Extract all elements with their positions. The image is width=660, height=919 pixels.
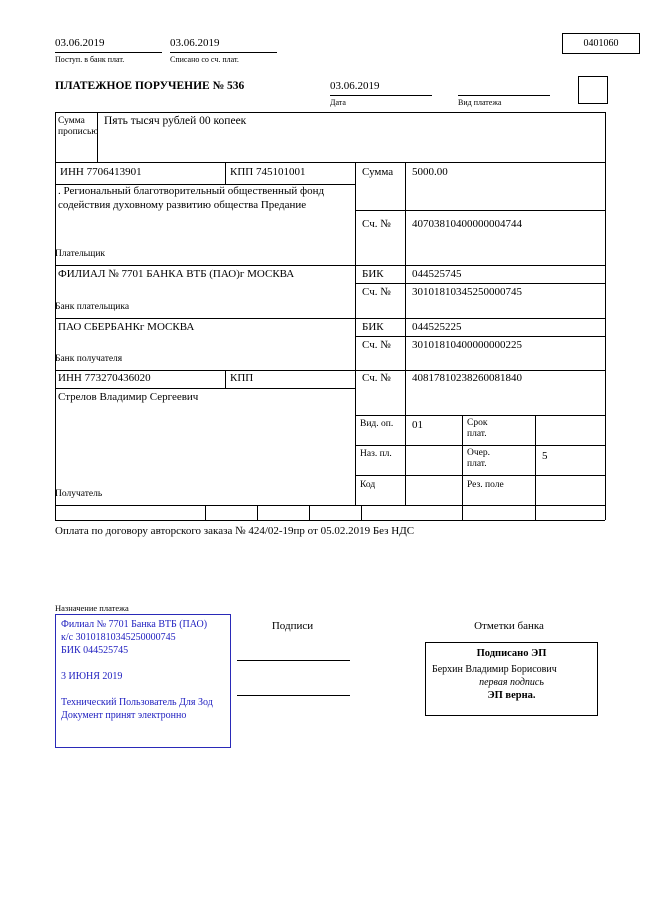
table-line [97, 112, 98, 162]
payer-bank-bik-label: БИК [362, 268, 384, 280]
purpose-code-label: Наз. пл. [360, 449, 392, 459]
payee-caption: Получатель [55, 489, 103, 499]
payee-bank-name: ПАО СБЕРБАНКг МОСКВА [58, 321, 195, 333]
payer-account-label: Сч. № [362, 218, 391, 230]
table-line [55, 112, 605, 113]
signed-title: Подписано ЭП [476, 648, 547, 659]
payer-inn: ИНН 7706413901 [60, 166, 142, 178]
payment-kind-caption: Вид платежа [458, 98, 502, 107]
bank-marks-caption: Отметки банка [474, 620, 544, 632]
purpose-caption: Назначение платежа [55, 603, 129, 613]
signatures-caption: Подписи [271, 620, 314, 632]
payer-bank-account: 30101810345250000745 [412, 286, 522, 298]
table-line [355, 210, 605, 211]
table-line [225, 370, 226, 388]
debited-date: 03.06.2019 [170, 37, 220, 49]
reserve-field-label: Рез. поле [467, 480, 504, 490]
underline [330, 95, 432, 96]
payee-account: 40817810238260081840 [412, 372, 522, 384]
form-code-box: 0401060 [562, 33, 640, 54]
stamp-accepted: Документ принят электронно [61, 710, 187, 721]
payee-account-label: Сч. № [362, 372, 391, 384]
stamp-date: 3 ИЮНЯ 2019 [61, 671, 123, 682]
payer-bank-caption: Банк плательщика [55, 302, 130, 312]
received-caption: Поступ. в банк плат. [55, 55, 125, 64]
table-line [55, 162, 605, 163]
doc-date: 03.06.2019 [330, 80, 380, 92]
table-line [405, 162, 406, 505]
table-line [55, 388, 355, 389]
table-line [355, 475, 605, 476]
table-line [605, 112, 606, 520]
op-kind-value: 01 [412, 419, 423, 431]
date-caption: Дата [330, 98, 346, 107]
verified-text: ЭП верна. [487, 690, 536, 701]
op-kind-label: Вид. оп. [360, 419, 394, 429]
payer-bank-account-label: Сч. № [362, 286, 391, 298]
table-line [55, 184, 355, 185]
doc-title: ПЛАТЕЖНОЕ ПОРУЧЕНИЕ № 536 [55, 80, 245, 92]
table-line [55, 520, 605, 521]
stamp-user: Технический Пользователь Для Зод [61, 697, 213, 708]
pay-term-label: Срок плат. [467, 418, 488, 439]
underline [170, 52, 277, 53]
stamp-corr-account: к/с 30101810345250000745 [61, 632, 176, 643]
payer-caption: Плательщик [55, 249, 106, 259]
stamp-bank-name: Филиал № 7701 Банка ВТБ (ПАО) [61, 619, 208, 630]
amount-in-words: Пять тысяч рублей 00 копеек [104, 115, 247, 127]
payment-kind-box [578, 76, 608, 104]
table-line [257, 505, 258, 520]
payer-bank-name: ФИЛИАЛ № 7701 БАНКА ВТБ (ПАО)г МОСКВА [58, 268, 295, 280]
payee-kpp-label: КПП [230, 372, 254, 384]
table-line [55, 370, 605, 371]
table-line [355, 283, 605, 284]
underline [55, 52, 162, 53]
amount-label: Сумма прописью [58, 116, 99, 137]
table-line [225, 162, 226, 184]
table-line [55, 112, 56, 520]
priority-label: Очер. плат. [467, 448, 490, 469]
table-line [462, 505, 463, 520]
signature-line [237, 660, 350, 661]
received-date: 03.06.2019 [55, 37, 105, 49]
payee-bank-account-label: Сч. № [362, 339, 391, 351]
bank-stamp [55, 614, 231, 748]
table-line [309, 505, 310, 520]
signature-kind: первая подпись [479, 677, 544, 688]
table-line [462, 415, 463, 505]
priority-value: 5 [542, 450, 548, 462]
payer-bank-bik: 044525745 [412, 268, 462, 280]
table-line [355, 336, 605, 337]
table-line [355, 415, 605, 416]
table-line [55, 505, 605, 506]
table-line [55, 265, 605, 266]
purpose-text: Оплата по договору авторского заказа № 424/02-19пр от 05.02.2019 Без НДС [55, 525, 415, 537]
table-line [535, 415, 536, 505]
table-line [55, 318, 605, 319]
table-line [355, 162, 356, 505]
signer-name: Берхин Владимир Борисович [432, 664, 557, 675]
sum-label: Сумма [362, 166, 394, 178]
table-line [535, 505, 536, 520]
payer-account: 40703810400000004744 [412, 218, 522, 230]
payee-bank-caption: Банк получателя [55, 354, 123, 364]
underline [458, 95, 550, 96]
signature-line [237, 695, 350, 696]
table-line [205, 505, 206, 520]
payee-bank-bik-label: БИК [362, 321, 384, 333]
sum-value: 5000.00 [412, 166, 448, 178]
payer-name: . Региональный благотворительный общественный фонд содействия духовному развитию общества Предание [58, 185, 325, 212]
payee-name: Стрелов Владимир Сергеевич [58, 391, 199, 403]
table-line [355, 445, 605, 446]
payee-inn: ИНН 773270436020 [58, 372, 151, 384]
stamp-bik: БИК 044525745 [61, 645, 129, 656]
debited-caption: Списано со сч. плат. [170, 55, 239, 64]
payee-bank-bik: 044525225 [412, 321, 462, 333]
payee-bank-account: 30101810400000000225 [412, 339, 522, 351]
code-label: Код [360, 480, 376, 490]
table-line [361, 505, 362, 520]
bank-marks-box [425, 642, 598, 716]
payer-kpp: КПП 745101001 [230, 166, 306, 178]
